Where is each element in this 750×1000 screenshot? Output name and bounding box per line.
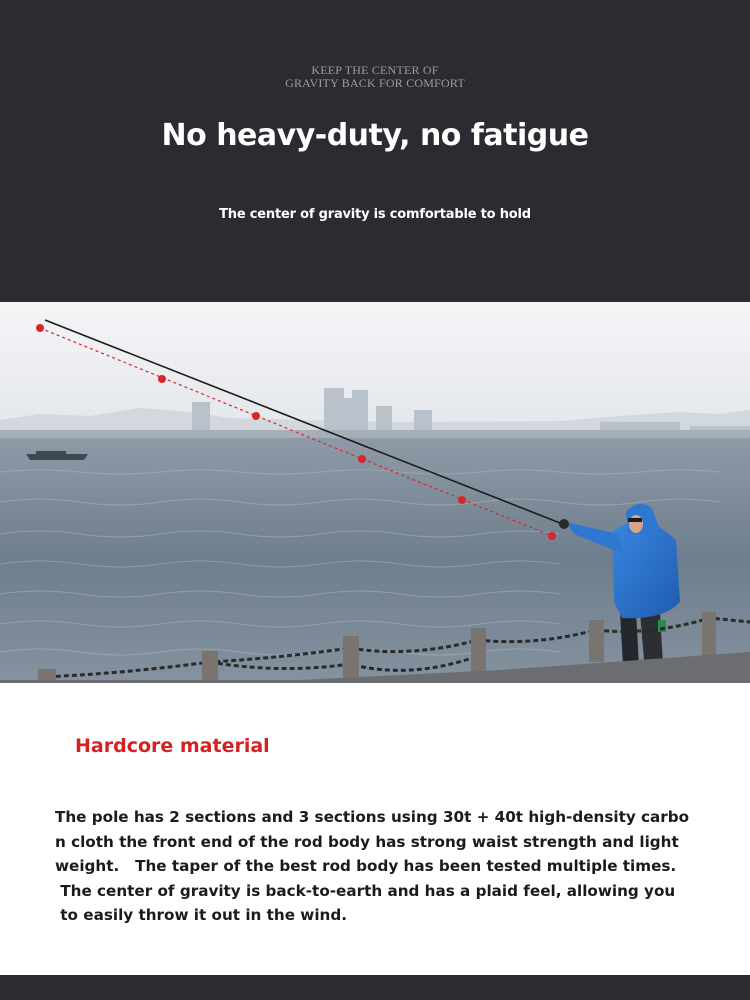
eyebrow-text — [0, 64, 750, 90]
eyebrow-line-1: KEEP THE CENTER OF — [311, 63, 439, 77]
far-shore — [0, 430, 750, 438]
top-banner — [0, 0, 750, 302]
material-description — [55, 805, 705, 928]
subheadline: The center of gravity is comfortable to hold — [219, 207, 531, 222]
eyebrow-line-2: GRAVITY BACK FOR COMFORT — [285, 76, 465, 90]
description-line: n cloth the front end of the rod body has strong waist strength and light — [55, 832, 679, 851]
description-line: weight. The taper of the best rod body has been tested multiple times. — [55, 857, 677, 875]
fishing-photo — [0, 302, 750, 683]
description-line: The pole has 2 sections and 3 sections using 30t + 40t high-density carbo — [55, 808, 690, 826]
material-title: Hardcore material — [75, 735, 270, 757]
footer-bar — [0, 975, 750, 1000]
description-line: The center of gravity is back-to-earth and has a plaid feel, allowing you — [55, 881, 676, 900]
headline: No heavy-duty, no fatigue — [161, 118, 589, 153]
description-line: to easily throw it out in the wind. — [55, 906, 347, 924]
